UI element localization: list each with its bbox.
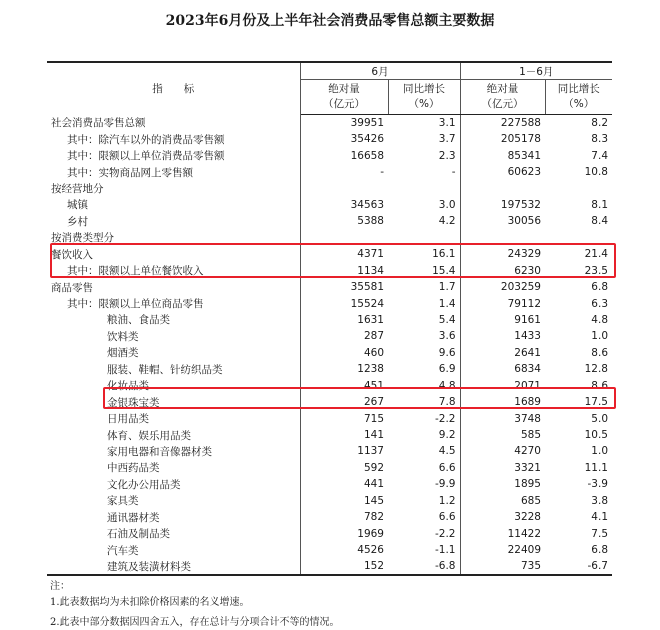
ytd-yoy-cell: 5.0 [591, 412, 608, 425]
ytd-yoy-cell [545, 230, 612, 246]
june-abs-cell: 145 [300, 493, 388, 509]
ytd-yoy-cell: 10.8 [584, 166, 608, 179]
row-name: 中西药品类 [107, 462, 160, 475]
table-row [47, 230, 612, 246]
table-row [47, 295, 612, 311]
june-yoy-cell: 1.4 [438, 297, 456, 310]
june-abs-cell: 1134 [300, 262, 388, 278]
ytd-yoy-cell: 11.1 [584, 461, 608, 474]
june-abs-cell: 4371 [300, 246, 388, 262]
ytd-yoy-cell [545, 180, 612, 196]
ytd-yoy-cell: 8.4 [591, 215, 608, 228]
yoy-label: 同比增长 [403, 83, 445, 95]
row-name: 石油及制品类 [107, 528, 170, 541]
row-name: 金银珠宝类 [107, 396, 160, 409]
ytd-yoy-cell: 1.0 [591, 330, 608, 343]
ytd-yoy-cell: 3.8 [591, 494, 608, 507]
june-yoy-cell: 4.5 [438, 445, 456, 458]
table-row [47, 246, 612, 262]
table-row [47, 180, 612, 196]
ytd-yoy-cell: 8.1 [591, 198, 608, 211]
header-row-1 [47, 62, 612, 80]
row-name: 乡村 [67, 215, 88, 228]
ytd-abs-cell: 205178 [460, 131, 545, 147]
abs-unit: （亿元） [323, 98, 365, 110]
june-header: 6月 [300, 62, 460, 80]
row-name: 其中：限额以上单位商品零售 [67, 298, 204, 311]
table-row [47, 558, 612, 574]
ytd-abs-cell: 203259 [460, 279, 545, 295]
row-name: 按消费类型分 [51, 232, 114, 245]
june-abs-cell: 441 [300, 476, 388, 492]
ytd-yoy-cell: 17.5 [584, 396, 608, 409]
june-abs-cell: 1631 [300, 312, 388, 328]
june-yoy-cell: 16.1 [432, 248, 456, 261]
june-yoy-cell: 7.8 [438, 396, 456, 409]
table-row [47, 525, 612, 541]
june-yoy-cell: 2.3 [438, 149, 456, 162]
ytd-abs-cell: 3321 [460, 460, 545, 476]
ytd-yoy-cell: 10.5 [584, 429, 608, 442]
june-yoy-cell: 9.6 [438, 346, 456, 359]
june-yoy-cell: 1.2 [438, 494, 456, 507]
june-yoy-cell: 3.1 [438, 116, 456, 129]
notes-label: 注： [50, 581, 70, 592]
row-name: 日用品类 [107, 413, 149, 426]
table-row [47, 312, 612, 328]
june-abs-cell: 16658 [300, 147, 388, 163]
ytd-yoy-cell: 8.2 [591, 116, 608, 129]
ytd-abs-cell: 1895 [460, 476, 545, 492]
june-abs-cell: 782 [300, 509, 388, 525]
june-abs-cell: - [300, 164, 388, 180]
june-yoy-cell [388, 230, 460, 246]
row-name: 化妆品类 [107, 380, 149, 393]
june-abs-cell: 1969 [300, 525, 388, 541]
row-name: 体育、娱乐用品类 [107, 429, 191, 442]
ytd-abs-cell: 85341 [460, 147, 545, 163]
ytd-abs-cell: 1689 [460, 394, 545, 410]
row-name: 城镇 [67, 199, 88, 212]
ytd-yoy-cell: 7.5 [591, 527, 608, 540]
june-yoy-cell: -2.2 [435, 527, 456, 540]
table-row [47, 493, 612, 509]
june-abs-cell: 34563 [300, 197, 388, 213]
june-yoy-cell: 15.4 [432, 264, 456, 277]
june-yoy-cell: 4.8 [438, 379, 456, 392]
june-yoy-cell: 5.4 [438, 313, 456, 326]
indicator-header: 指 标 [47, 62, 300, 115]
june-abs-cell: 15524 [300, 295, 388, 311]
ytd-yoy-cell: 8.6 [591, 379, 608, 392]
row-name: 其中：限额以上单位消费品零售额 [67, 150, 225, 163]
yoy-unit: （%） [563, 98, 595, 110]
ytd-abs-header [460, 80, 545, 115]
table-row [47, 410, 612, 426]
june-yoy-cell: 4.2 [438, 215, 456, 228]
june-abs-cell: 35581 [300, 279, 388, 295]
ytd-abs-cell [460, 180, 545, 196]
june-abs-cell: 1137 [300, 443, 388, 459]
row-name: 汽车类 [107, 544, 139, 557]
ytd-yoy-cell: 6.8 [591, 544, 608, 557]
june-abs-cell: 39951 [300, 115, 388, 131]
june-yoy-cell: 6.9 [438, 363, 456, 376]
abs-label: 绝对量 [486, 83, 519, 95]
table-row [47, 262, 612, 278]
table-row [47, 131, 612, 147]
ytd-abs-cell: 60623 [460, 164, 545, 180]
table-row [47, 476, 612, 492]
table-row [47, 427, 612, 443]
ytd-abs-cell: 735 [460, 558, 545, 574]
june-abs-cell: 152 [300, 558, 388, 574]
row-name: 家具类 [107, 495, 139, 508]
row-name: 烟酒类 [107, 347, 139, 360]
table-row [47, 197, 612, 213]
june-abs-cell: 4526 [300, 542, 388, 558]
row-name: 其中：除汽车以外的消费品零售额 [67, 133, 225, 146]
row-name: 社会消费品零售总额 [51, 117, 146, 130]
row-name: 通讯器材类 [107, 511, 160, 524]
ytd-abs-cell: 24329 [460, 246, 545, 262]
ytd-abs-cell: 30056 [460, 213, 545, 229]
june-yoy-cell [388, 180, 460, 196]
row-name: 文化办公用品类 [107, 478, 181, 491]
table-row [47, 164, 612, 180]
table-row [47, 394, 612, 410]
retail-sales-table [47, 61, 612, 576]
ytd-abs-cell: 2071 [460, 378, 545, 394]
ytd-yoy-cell: 4.8 [591, 313, 608, 326]
table-row [47, 460, 612, 476]
ytd-yoy-cell: 4.1 [591, 511, 608, 524]
june-yoy-cell: 6.6 [438, 461, 456, 474]
june-yoy-cell: 3.6 [438, 330, 456, 343]
ytd-abs-cell: 3748 [460, 410, 545, 426]
abs-label: 绝对量 [328, 83, 360, 95]
june-yoy-cell: -2.2 [435, 412, 456, 425]
june-yoy-cell: -6.8 [388, 558, 460, 574]
table-row [47, 328, 612, 344]
row-name: 其中：限额以上单位餐饮收入 [67, 265, 204, 278]
ytd-yoy-header [545, 80, 612, 115]
row-name: 餐饮收入 [51, 248, 93, 261]
ytd-abs-cell: 685 [460, 493, 545, 509]
ytd-yoy-cell: 7.4 [591, 149, 608, 162]
june-yoy-cell: 6.6 [438, 511, 456, 524]
table-row [47, 345, 612, 361]
table-row [47, 443, 612, 459]
ytd-abs-cell: 6230 [460, 262, 545, 278]
ytd-abs-cell: 4270 [460, 443, 545, 459]
row-name: 建筑及装潢材料类 [47, 558, 300, 574]
ytd-yoy-cell: 12.8 [584, 363, 608, 376]
june-abs-cell: 141 [300, 427, 388, 443]
june-yoy-cell: - [451, 166, 456, 179]
row-name: 服装、鞋帽、针纺织品类 [107, 363, 223, 376]
table-row [47, 279, 612, 295]
ytd-yoy-cell: 6.8 [591, 281, 608, 294]
ytd-abs-cell: 585 [460, 427, 545, 443]
ytd-yoy-cell: -6.7 [545, 558, 612, 574]
row-name: 商品零售 [51, 281, 93, 294]
ytd-yoy-cell: 8.3 [591, 133, 608, 146]
june-abs-cell: 715 [300, 410, 388, 426]
june-yoy-cell: 3.7 [438, 133, 456, 146]
june-yoy-cell: 9.2 [438, 429, 456, 442]
table-row [47, 378, 612, 394]
ytd-yoy-cell: 21.4 [584, 248, 608, 261]
page-title: 2023年6月份及上半年社会消费品零售总额主要数据 [165, 13, 495, 29]
ytd-abs-cell: 3228 [460, 509, 545, 525]
june-abs-cell [300, 230, 388, 246]
table-row [47, 213, 612, 229]
ytd-abs-cell: 227588 [460, 115, 545, 131]
june-yoy-cell: 3.0 [438, 198, 456, 211]
june-abs-cell: 1238 [300, 361, 388, 377]
table-row [47, 509, 612, 525]
ytd-abs-cell: 197532 [460, 197, 545, 213]
row-name: 饮料类 [107, 330, 139, 343]
ytd-header: 1－6月 [460, 62, 612, 80]
june-abs-header [300, 80, 388, 115]
ytd-abs-cell: 9161 [460, 312, 545, 328]
june-yoy-cell: -9.9 [435, 478, 456, 491]
ytd-abs-cell: 2641 [460, 345, 545, 361]
june-abs-cell: 267 [300, 394, 388, 410]
yoy-label: 同比增长 [557, 83, 600, 95]
row-name: 粮油、食品类 [107, 314, 170, 327]
ytd-abs-cell: 1433 [460, 328, 545, 344]
ytd-yoy-cell: -3.9 [587, 478, 608, 491]
ytd-yoy-cell: 6.3 [591, 297, 608, 310]
yoy-unit: （%） [408, 98, 440, 110]
june-yoy-header [388, 80, 460, 115]
note-2: 2.此表中部分数据因四舍五入，存在总计与分项合计不等的情况。 [50, 617, 340, 628]
june-abs-cell: 5388 [300, 213, 388, 229]
june-abs-cell [300, 180, 388, 196]
abs-unit: （亿元） [481, 98, 524, 110]
ytd-abs-cell: 22409 [460, 542, 545, 558]
june-abs-cell: 287 [300, 328, 388, 344]
table-row [47, 542, 612, 558]
ytd-yoy-cell: 1.0 [591, 445, 608, 458]
row-name: 按经营地分 [51, 182, 104, 195]
note-1: 1.此表数据均为未扣除价格因素的名义增速。 [50, 597, 250, 608]
table-row [47, 147, 612, 163]
june-abs-cell: 451 [300, 378, 388, 394]
ytd-abs-cell [460, 230, 545, 246]
june-yoy-cell: 1.7 [438, 281, 456, 294]
table-row [47, 115, 612, 131]
ytd-abs-cell: 6834 [460, 361, 545, 377]
table-row [47, 361, 612, 377]
ytd-yoy-cell: 23.5 [584, 264, 608, 277]
ytd-abs-cell: 11422 [460, 525, 545, 541]
ytd-abs-cell: 79112 [460, 295, 545, 311]
june-abs-cell: 35426 [300, 131, 388, 147]
june-abs-cell: 592 [300, 460, 388, 476]
june-yoy-cell: -1.1 [435, 544, 456, 557]
june-abs-cell: 460 [300, 345, 388, 361]
row-name: 家用电器和音像器材类 [107, 445, 212, 458]
ytd-yoy-cell: 8.6 [591, 346, 608, 359]
row-name: 其中：实物商品网上零售额 [67, 166, 193, 179]
